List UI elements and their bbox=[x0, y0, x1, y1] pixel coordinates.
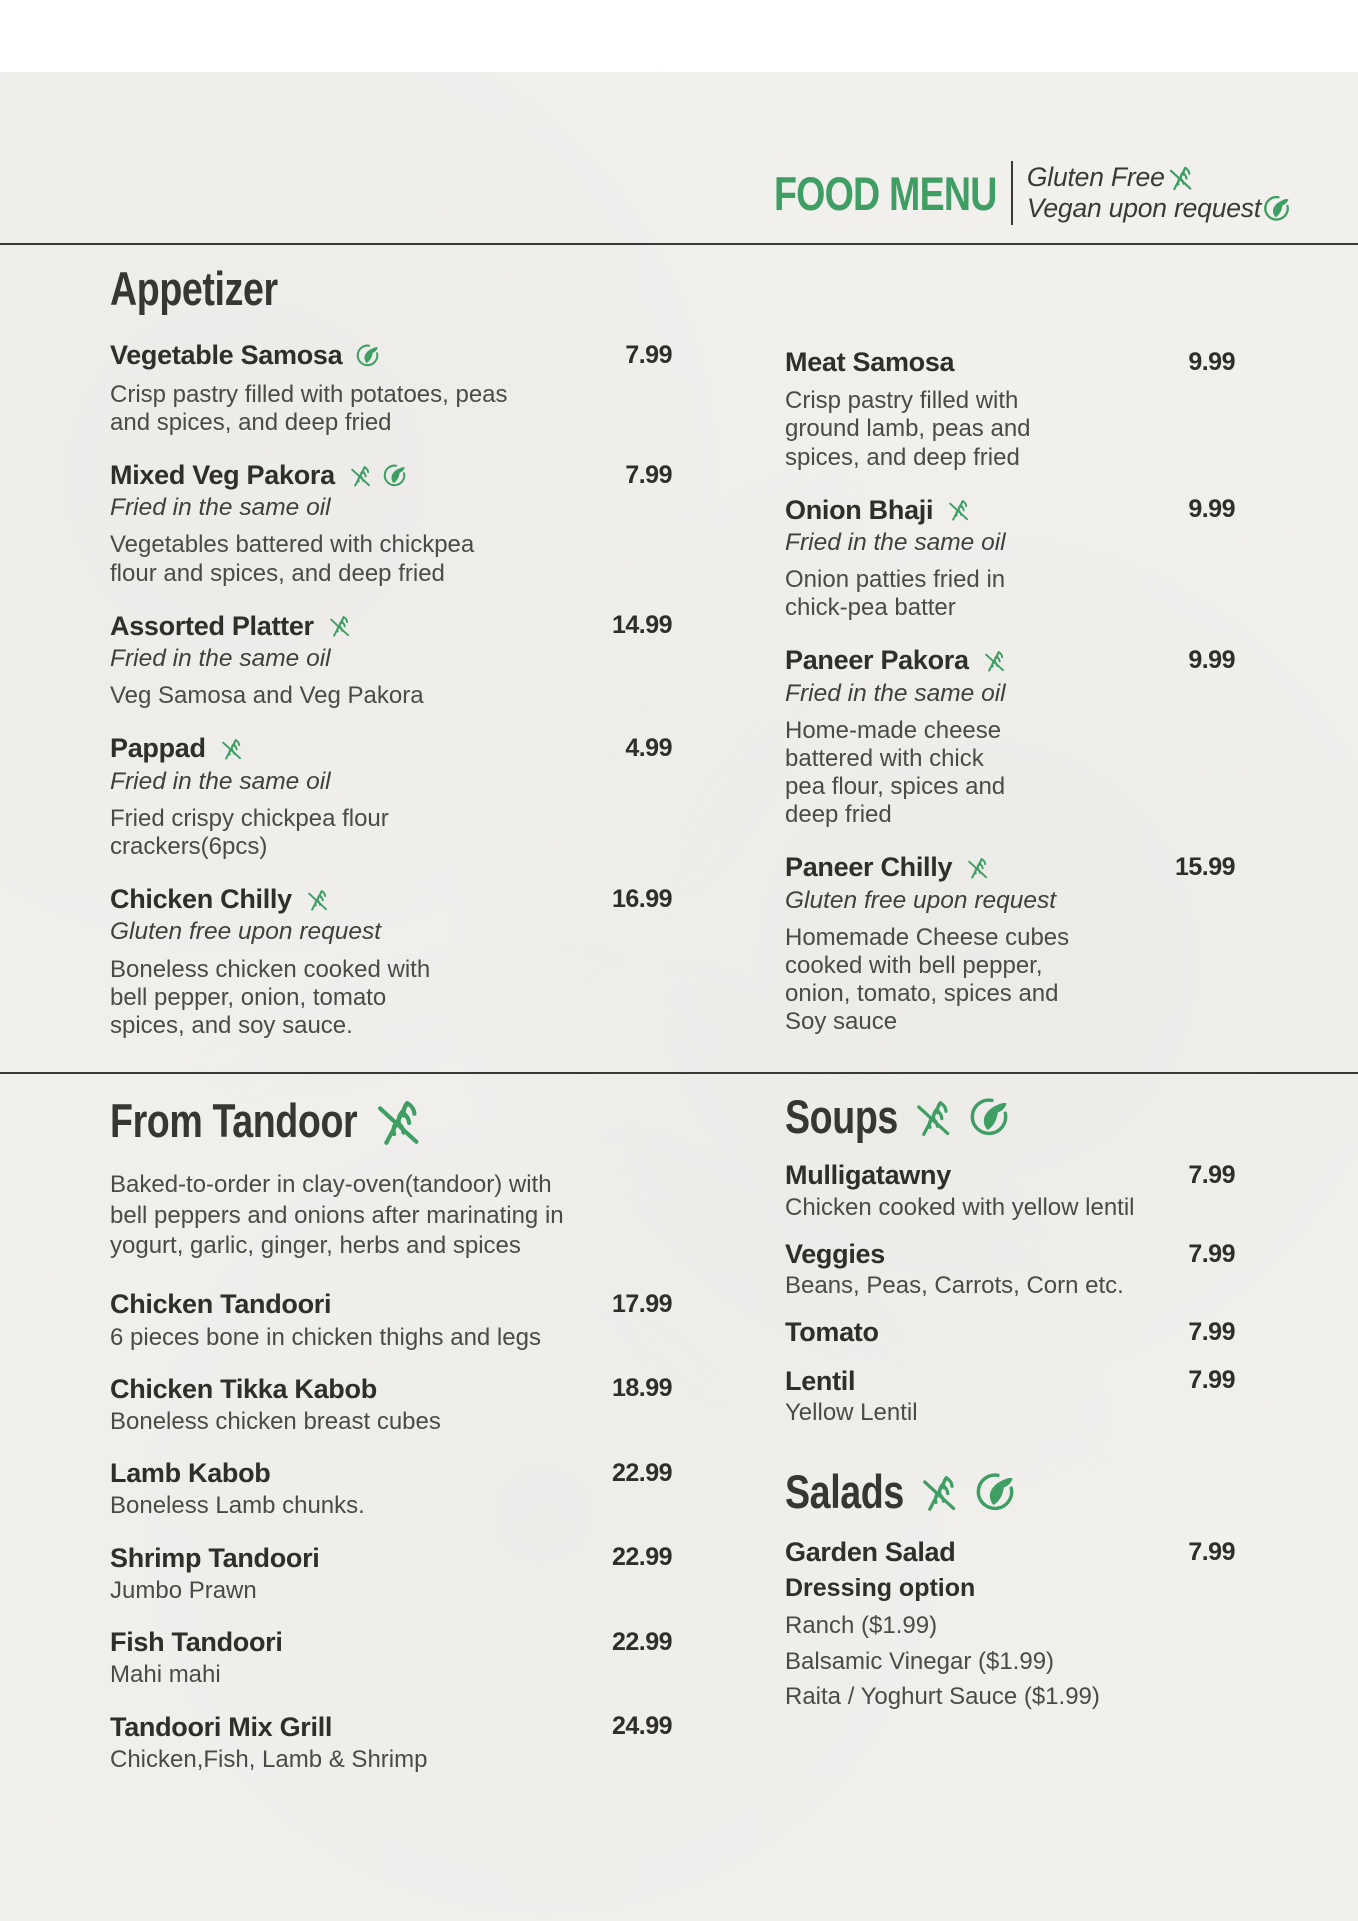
section-divider-middle bbox=[0, 1072, 1358, 1074]
item-row bbox=[785, 346, 1235, 378]
legend-entry bbox=[1027, 162, 1292, 193]
vegan-icon bbox=[381, 462, 408, 489]
item-description: Home-made cheese battered with chick pea flour, spices and deep fried bbox=[785, 716, 1006, 829]
column-appetizer-right bbox=[785, 264, 1235, 1058]
item-description: Jumbo Prawn bbox=[110, 1576, 257, 1604]
item-dietary-icons bbox=[326, 612, 353, 639]
item-dietary-icons bbox=[218, 735, 245, 762]
section-divider-top bbox=[0, 243, 1358, 245]
item-description: Chicken cooked with yellow lentil bbox=[785, 1193, 1135, 1221]
diet-legend bbox=[1027, 162, 1292, 224]
gluten-free-icon bbox=[218, 735, 245, 762]
gluten-free-icon bbox=[1165, 162, 1196, 193]
section-dietary-icons bbox=[916, 1469, 1018, 1515]
item-price: 7.99 bbox=[1188, 1317, 1235, 1346]
menu-item bbox=[110, 1288, 672, 1351]
menu-item bbox=[110, 1542, 672, 1605]
menu-section-appetizer bbox=[110, 264, 672, 1040]
section-title bbox=[785, 1092, 898, 1141]
item-row bbox=[110, 610, 672, 642]
item-price: 9.99 bbox=[1188, 495, 1235, 524]
gluten-free-icon bbox=[945, 496, 972, 523]
item-note: Fried in the same oil bbox=[785, 529, 1006, 557]
menu-item bbox=[785, 851, 1235, 1036]
item-row bbox=[110, 1626, 672, 1658]
item-description: Vegetables battered with chickpea flour and spices, and deep fried bbox=[110, 531, 475, 587]
menu-title bbox=[774, 166, 997, 220]
section-intro: Baked-to-order in clay-oven(tandoor) with bell peppers and onions after marinating in yogurt, garlic, ginger, herbs and spices bbox=[110, 1171, 564, 1260]
item-price: 7.99 bbox=[625, 460, 672, 489]
item-note: Fried in the same oil bbox=[110, 494, 331, 522]
item-name: Vegetable Samosa bbox=[110, 340, 343, 371]
legend-entry bbox=[1027, 193, 1292, 224]
menu-item bbox=[785, 1365, 1235, 1427]
item-name: Chicken Tandoori bbox=[110, 1289, 332, 1320]
item-row bbox=[785, 851, 1235, 883]
item-price: 7.99 bbox=[1188, 1161, 1235, 1190]
item-name: Veggies bbox=[785, 1238, 885, 1269]
menu-item bbox=[110, 1373, 672, 1436]
menu-header bbox=[774, 154, 1292, 232]
item-description: Crisp pastry filled with potatoes, peas and spices, and deep fried bbox=[110, 380, 508, 436]
item-name: Chicken Tikka Kabob bbox=[110, 1373, 377, 1404]
menu-section-soups bbox=[785, 1092, 1235, 1427]
item-note: Fried in the same oil bbox=[110, 645, 331, 672]
item-row bbox=[110, 1373, 672, 1405]
dressing-option: Balsamic Vinegar ($1.99) bbox=[785, 1647, 1055, 1675]
item-price: 22.99 bbox=[611, 1627, 672, 1656]
vegan-icon bbox=[972, 1469, 1018, 1515]
menu-item bbox=[785, 1536, 1235, 1710]
item-name: Chicken Chilly bbox=[110, 883, 292, 914]
section-heading bbox=[785, 1092, 1235, 1141]
item-row bbox=[110, 1288, 672, 1320]
item-price: 24.99 bbox=[611, 1712, 672, 1741]
item-price: 22.99 bbox=[611, 1458, 672, 1487]
item-row bbox=[785, 1159, 1235, 1191]
section-heading bbox=[785, 1465, 1235, 1519]
item-dietary-icons bbox=[981, 647, 1008, 674]
menu-item bbox=[785, 1316, 1235, 1348]
section-dietary-icons bbox=[369, 1092, 427, 1150]
item-price: 7.99 bbox=[1188, 1366, 1235, 1395]
menu-item bbox=[785, 1159, 1235, 1221]
item-description: Mahi mahi bbox=[110, 1661, 221, 1689]
item-dietary-icons bbox=[354, 342, 381, 369]
item-row bbox=[110, 883, 672, 915]
item-note: Gluten free upon request bbox=[110, 918, 382, 946]
section-title-text: Soups bbox=[785, 1090, 898, 1143]
section-title-text: From Tandoor bbox=[110, 1094, 358, 1148]
menu-item bbox=[785, 1238, 1235, 1300]
item-price: 7.99 bbox=[625, 341, 672, 370]
item-note: Fried in the same oil bbox=[110, 767, 331, 795]
item-name: Lentil bbox=[785, 1365, 856, 1396]
item-description: Boneless chicken cooked with bell pepper, onion, tomato spices, and soy sauce. bbox=[110, 955, 431, 1039]
item-name: Lamb Kabob bbox=[110, 1458, 271, 1489]
item-name: Fish Tandoori bbox=[110, 1627, 283, 1658]
gluten-free-icon bbox=[981, 647, 1008, 674]
dressing-option: Ranch ($1.99) bbox=[785, 1612, 938, 1640]
item-name: Mixed Veg Pakora bbox=[110, 459, 335, 490]
dressing-option: Raita / Yoghurt Sauce ($1.99) bbox=[785, 1683, 1100, 1711]
menu-item bbox=[785, 494, 1235, 623]
item-description: Veg Samosa and Veg Pakora bbox=[110, 682, 424, 710]
item-name: Paneer Chilly bbox=[785, 852, 953, 883]
item-row bbox=[110, 1457, 672, 1489]
item-row bbox=[110, 1542, 672, 1574]
section-dietary-icons bbox=[910, 1094, 1012, 1140]
item-description: Crisp pastry filled with ground lamb, peas and spices, and deep fried bbox=[785, 387, 1031, 471]
item-name: Pappad bbox=[110, 733, 206, 764]
item-name: Tandoori Mix Grill bbox=[110, 1711, 333, 1742]
gluten-free-icon bbox=[369, 1092, 427, 1150]
gluten-free-icon bbox=[916, 1469, 962, 1515]
item-description: Chicken,Fish, Lamb & Shrimp bbox=[110, 1745, 428, 1773]
item-name: Meat Samosa bbox=[785, 347, 955, 377]
item-description: Boneless Lamb chunks. bbox=[110, 1492, 365, 1520]
menu-item bbox=[785, 644, 1235, 829]
section-title bbox=[785, 1465, 904, 1519]
menu-item bbox=[110, 1711, 672, 1774]
item-dietary-icons bbox=[964, 854, 991, 881]
item-price: 16.99 bbox=[611, 884, 672, 913]
section-heading bbox=[110, 264, 672, 313]
column-soups-salads bbox=[785, 1092, 1235, 1733]
menu-section-from-tandoor bbox=[110, 1092, 672, 1774]
item-price: 9.99 bbox=[1188, 646, 1235, 675]
legend-label: Vegan upon request bbox=[1026, 193, 1261, 224]
vegan-icon bbox=[354, 342, 381, 369]
item-note: Fried in the same oil bbox=[785, 679, 1006, 707]
item-price: 9.99 bbox=[1188, 347, 1235, 376]
item-price: 14.99 bbox=[611, 611, 672, 640]
item-description: Boneless chicken breast cubes bbox=[110, 1408, 441, 1436]
menu-item bbox=[110, 610, 672, 711]
gluten-free-icon bbox=[910, 1094, 956, 1140]
menu-item bbox=[785, 346, 1235, 472]
gluten-free-icon bbox=[304, 886, 331, 913]
item-price: 17.99 bbox=[611, 1289, 672, 1318]
item-name: Shrimp Tandoori bbox=[110, 1542, 320, 1573]
menu-item bbox=[110, 339, 672, 437]
section-title bbox=[110, 1094, 358, 1148]
item-description: 6 pieces bone in chicken thighs and legs bbox=[110, 1323, 541, 1351]
item-row bbox=[785, 644, 1235, 676]
item-price: 4.99 bbox=[625, 733, 672, 762]
item-row bbox=[785, 494, 1235, 526]
item-price: 22.99 bbox=[611, 1543, 672, 1572]
menu-item bbox=[110, 459, 672, 588]
section-title bbox=[110, 264, 278, 313]
menu-section-salads bbox=[785, 1467, 1235, 1710]
section-title-text: Appetizer bbox=[110, 262, 278, 315]
item-dietary-icons bbox=[347, 462, 408, 489]
item-name: Assorted Platter bbox=[110, 610, 314, 641]
gluten-free-icon bbox=[964, 854, 991, 881]
gluten-free-icon bbox=[347, 462, 374, 489]
item-dietary-icons bbox=[304, 886, 331, 913]
menu-title-text: FOOD MENU bbox=[774, 166, 997, 220]
item-description: Homemade Cheese cubes cooked with bell pepper, onion, tomato, spices and Soy sauce bbox=[785, 923, 1070, 1036]
menu-item bbox=[110, 1626, 672, 1689]
item-row bbox=[110, 732, 672, 764]
item-row bbox=[110, 459, 672, 491]
item-row bbox=[110, 1711, 672, 1743]
item-price: 7.99 bbox=[1188, 1239, 1235, 1268]
item-price: 15.99 bbox=[1174, 852, 1235, 881]
dressing-subheading: Dressing option bbox=[785, 1573, 976, 1602]
section-title-text: Salads bbox=[785, 1465, 904, 1519]
menu-section-appetizer-continued bbox=[785, 264, 1235, 1036]
vegan-icon bbox=[966, 1094, 1012, 1140]
item-name: Tomato bbox=[785, 1317, 879, 1348]
item-name: Mulligatawny bbox=[785, 1160, 951, 1191]
item-note: Gluten free upon request bbox=[785, 886, 1057, 914]
item-row bbox=[785, 1238, 1235, 1270]
gluten-free-icon bbox=[326, 612, 353, 639]
item-description: Beans, Peas, Carrots, Corn etc. bbox=[785, 1272, 1124, 1300]
legend-label: Gluten Free bbox=[1026, 162, 1165, 193]
menu-item bbox=[110, 1457, 672, 1520]
item-price: 7.99 bbox=[1188, 1538, 1235, 1567]
item-row bbox=[785, 1365, 1235, 1397]
item-name: Garden Salad bbox=[785, 1537, 956, 1568]
header-divider bbox=[1011, 161, 1013, 225]
item-dietary-icons bbox=[945, 496, 972, 523]
item-name: Onion Bhaji bbox=[785, 494, 934, 525]
item-row bbox=[785, 1316, 1235, 1348]
item-price: 18.99 bbox=[611, 1374, 672, 1403]
column-appetizer-left bbox=[110, 264, 672, 1062]
menu-item bbox=[110, 732, 672, 861]
item-row bbox=[785, 1536, 1235, 1568]
item-description: Onion patties fried in chick-pea batter bbox=[785, 566, 1006, 622]
item-description: Fried crispy chickpea flour crackers(6pcs) bbox=[110, 804, 389, 860]
item-description: Yellow Lentil bbox=[785, 1399, 918, 1427]
menu-item bbox=[110, 883, 672, 1040]
section-heading bbox=[110, 1092, 672, 1150]
vegan-icon bbox=[1261, 193, 1292, 224]
item-row bbox=[110, 339, 672, 371]
item-name: Paneer Pakora bbox=[785, 645, 969, 676]
column-tandoor bbox=[110, 1092, 672, 1795]
